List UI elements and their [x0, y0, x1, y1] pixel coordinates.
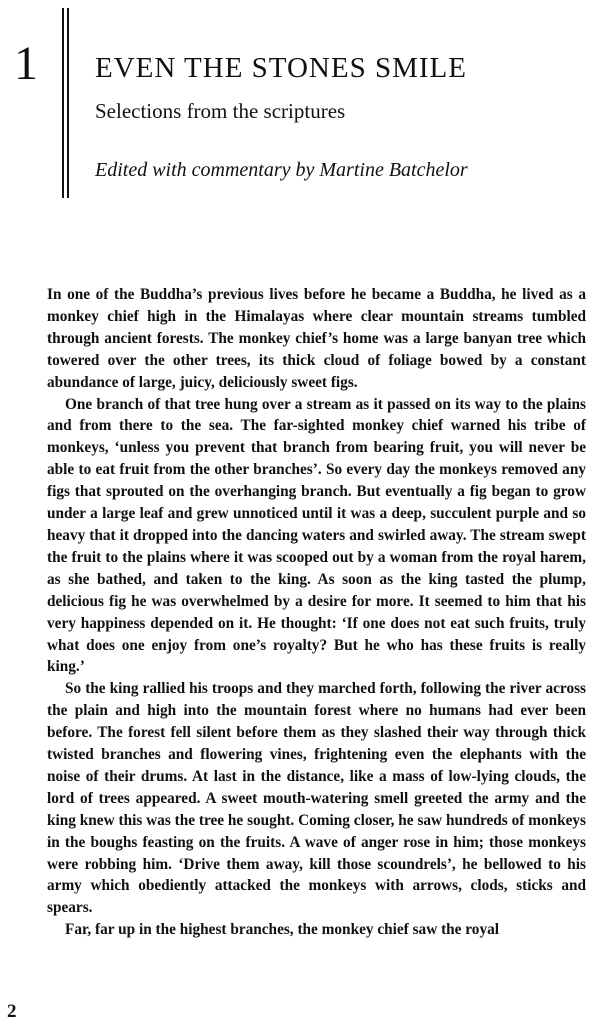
chapter-heading-rule-right	[67, 8, 69, 198]
page-number: 2	[7, 1001, 17, 1022]
chapter-title: EVEN THE STONES SMILE	[95, 52, 467, 84]
paragraph: In one of the Buddha’s previous lives before he became a Buddha, he lived as a monkey chief high in the Himalayas where clear mountain streams tumbled through ancient forests. The monkey chief’s home was a large banyan tree which towered over the other trees, its thick cloud of foliage bowed by a constant abundance of large, juicy, deliciously sweet figs.	[47, 286, 586, 391]
body-text	[47, 284, 586, 941]
paragraph: So the king rallied his troops and they marched forth, following the river across the plain and high into the mountain forest where no humans had ever been before. The forest fell silent before them as they slashed their way through thick twisted branches and flowering vines, frightening even the elephants with the noise of their drums. At last in the distance, like a mass of low-lying clouds, the lord of trees appeared. A sweet mouth-watering smell greeted the army and the king knew this was the tree he sought. Coming closer, he saw hundreds of monkeys in the boughs feasting on the fruits. A wave of anger rose in him; those monkeys were robbing him. ‘Drive them away, kill those scoundrels’, he bellowed to his army which obediently attacked the monkeys with arrows, clods, sticks and spears.	[47, 680, 586, 917]
paragraph: One branch of that tree hung over a stream as it passed on its way to the plains and from there to the sea. The far-sighted monkey chief warned his tribe of monkeys, ‘unless you prevent that branch from bearing fruit, you will never be able to eat fruit from the other branches’. So every day the monkeys removed any figs that sprouted on the overhanging branch. But eventually a fig began to grow under a large leaf and grew unnoticed until it was a deep, succulent purple and so heavy that it dropped into the dancing waters and swirled away. The stream swept the fruit to the plains where it was scooped out by a woman from the royal harem, as she bathed, and taken to the king. As soon as the king tasted the plump, delicious fig he was overwhelmed by a desire for more. It seemed to him that his very happiness depended on it. He thought: ‘If one does not eat such fruits, truly what does one enjoy from one’s royalty? But he who has these fruits is really king.’	[47, 395, 586, 676]
chapter-heading-rule-left	[62, 8, 64, 198]
chapter-byline: Edited with commentary by Martine Batchelor	[95, 159, 468, 181]
chapter-subtitle: Selections from the scriptures	[95, 99, 346, 123]
paragraph: Far, far up in the highest branches, the monkey chief saw the royal	[65, 921, 499, 939]
chapter-number: 1	[14, 37, 38, 90]
